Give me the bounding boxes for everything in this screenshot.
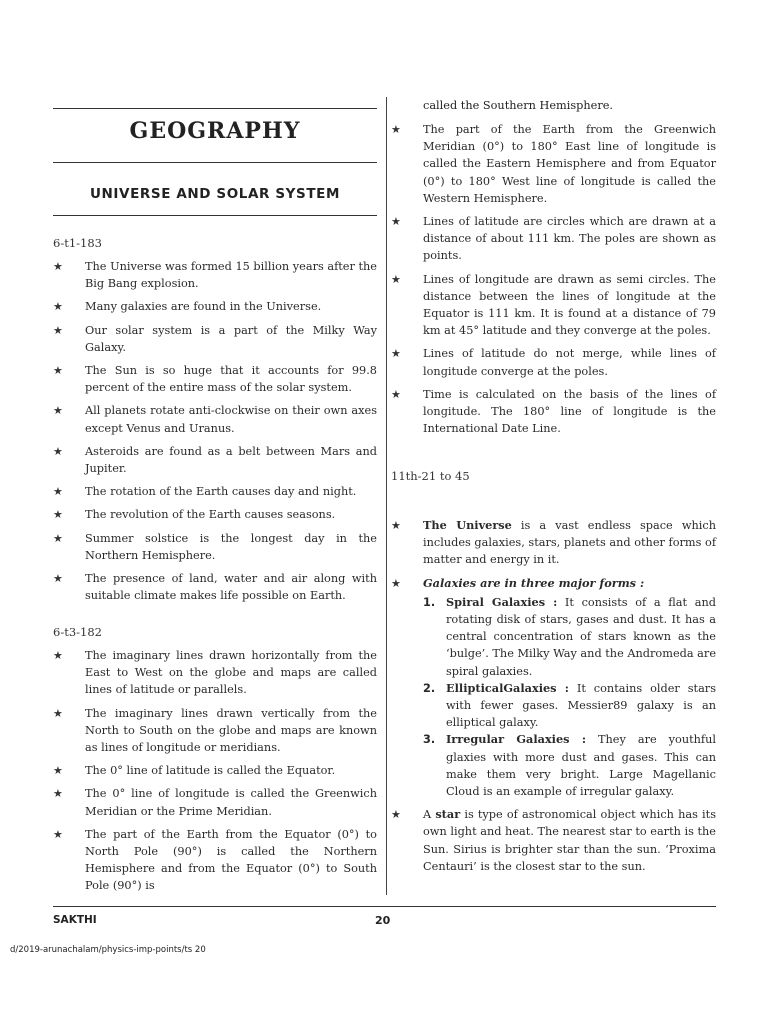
galaxy-forms-list xyxy=(392,594,716,800)
star-item xyxy=(391,806,716,875)
list-item-text: Lines of latitude do not merge, while lines of longitude converge at the poles. xyxy=(423,347,716,378)
list-item xyxy=(53,785,377,819)
star-bullet-icon: ★ xyxy=(53,572,63,586)
list-item xyxy=(391,213,716,265)
star-bullet-icon: ★ xyxy=(53,764,63,778)
list-item-text: The imaginary lines drawn horizontally from the East to West on the globe and maps are called lines of latitude or parallels. xyxy=(85,649,377,697)
star-bullet-icon: ★ xyxy=(53,404,63,418)
galaxy-form-term: Irregular Galaxies : xyxy=(446,732,587,747)
right-bullet-list-1 xyxy=(391,121,716,443)
galaxy-form-text: They are youthful glaxies with more dust and gases. This can make them very bright. Large Magellanic Cloud is an example of irregular galaxy. xyxy=(446,733,716,799)
list-item xyxy=(391,271,716,340)
list-item xyxy=(53,705,377,757)
star-bullet-icon: ★ xyxy=(391,272,401,286)
galaxy-form-term: EllipticalGalaxies : xyxy=(446,680,569,695)
galaxy-form-number: 3. xyxy=(423,733,436,747)
universe-item xyxy=(391,517,716,569)
section-title-rule xyxy=(53,215,377,216)
list-item xyxy=(53,570,377,604)
list-item-text: The part of the Earth from the Greenwich Meridian (0°) to 180° East line of longitude is called the Eastern Hemisphere and from Equator (0°) to 180° West line of longitude is called the Western Hemisphere. xyxy=(423,123,716,205)
right-continuation-wrap xyxy=(391,97,716,114)
list-item-text: The rotation of the Earth causes day and night. xyxy=(85,485,357,499)
star-bullet-icon: ★ xyxy=(53,485,63,499)
list-item-text: The part of the Earth from the Equator (0°) to North Pole (90°) is called the Northern Hemisphere and from the Equator (0°) to South Pole (90°) is xyxy=(85,827,377,893)
page-number: 20 xyxy=(375,914,391,927)
left-bullet-list-1 xyxy=(53,258,377,610)
footer-rule xyxy=(53,906,716,907)
star-bullet-icon: ★ xyxy=(53,323,63,337)
column-divider xyxy=(386,97,387,895)
list-item xyxy=(53,530,377,564)
star-term: star xyxy=(435,807,461,822)
list-item-text: The presence of land, water and air along with suitable climate makes life possible on Earth. xyxy=(85,572,377,603)
list-item-text: The Universe was formed 15 billion years after the Big Bang explosion. xyxy=(85,260,377,291)
list-item xyxy=(53,258,377,292)
file-path: d/2019-arunachalam/physics-imp-points/ts 20 xyxy=(10,945,206,955)
star-bullet-icon: ★ xyxy=(53,364,63,378)
star-bullet-icon: ★ xyxy=(53,260,63,273)
list-item xyxy=(53,322,377,356)
list-item-text: Lines of longitude are drawn as semi circles. The distance between the lines of longitude at the Equator is 111 km. It is found at a distance of 79 km at 45° latitude and they converge at the poles. xyxy=(423,272,716,338)
right-bullet-list-2 xyxy=(391,517,716,881)
footer-publisher: SAKTHI xyxy=(53,914,97,926)
star-bullet-icon: ★ xyxy=(391,123,401,136)
list-item xyxy=(391,121,716,207)
galaxy-form-text: It contains older stars with fewer gases. Messier89 galaxy is an elliptical galaxy. xyxy=(446,681,717,730)
list-item-text: All planets rotate anti-clockwise on their own axes except Venus and Uranus. xyxy=(85,404,377,435)
list-item xyxy=(391,386,716,438)
galaxy-form-number: 1. xyxy=(423,595,436,609)
star-bullet-icon: ★ xyxy=(53,300,63,314)
list-item xyxy=(53,762,377,779)
star-bullet-icon: ★ xyxy=(53,531,63,545)
star-text: is type of astronomical object which has its own light and heat. The nearest star to earth is the Sun. Sirius is brighter star than the sun. ‘Proxima Centauri’ is the closest star to the sun. xyxy=(423,808,716,873)
galaxy-form-number: 2. xyxy=(423,681,436,695)
galaxy-form-item xyxy=(392,594,716,680)
list-item-text: The Sun is so huge that it accounts for 99.8 percent of the entire mass of the solar system. xyxy=(85,364,377,395)
list-item xyxy=(53,362,377,396)
galaxy-form-item xyxy=(392,680,716,732)
galaxy-form-text: It consists of a flat and rotating disk of stars, gases and dust. It has a central concentration of stars known as the ‘bulge’. The Milky Way and the Andromeda are spiral galaxies. xyxy=(446,595,717,678)
reference-label-2: 6-t3-182 xyxy=(53,625,102,639)
list-item xyxy=(53,402,377,436)
list-item xyxy=(53,483,377,500)
list-item xyxy=(53,826,377,895)
star-bullet-icon: ★ xyxy=(391,808,401,822)
star-bullet-icon: ★ xyxy=(53,444,63,458)
star-bullet-icon: ★ xyxy=(53,706,63,720)
list-item xyxy=(53,647,377,699)
star-bullet-icon: ★ xyxy=(53,508,63,522)
star-bullet-icon: ★ xyxy=(391,519,401,532)
galaxy-form-item xyxy=(392,731,716,800)
left-bullet-list-2 xyxy=(53,647,377,901)
list-item-text: Many galaxies are found in the Universe. xyxy=(85,300,322,314)
page-title: GEOGRAPHY xyxy=(129,118,301,144)
star-bullet-icon: ★ xyxy=(53,649,63,662)
galaxies-heading: Galaxies are in three major forms : xyxy=(423,575,645,590)
list-item-text: The 0° line of longitude is called the Greenwich Meridian or the Prime Meridian. xyxy=(85,787,377,818)
reference-label-3: 11th-21 to 45 xyxy=(391,469,470,483)
section-title: UNIVERSE AND SOLAR SYSTEM xyxy=(89,186,341,202)
list-item xyxy=(53,298,377,315)
list-item xyxy=(53,506,377,523)
star-bullet-icon: ★ xyxy=(391,215,401,229)
galaxies-item xyxy=(391,575,716,801)
star-bullet-icon: ★ xyxy=(391,387,401,401)
right-continuation-text: called the Southern Hemisphere. xyxy=(423,99,614,112)
star-bullet-icon: ★ xyxy=(53,827,63,841)
reference-label-1: 6-t1-183 xyxy=(53,236,102,250)
list-item-text: Lines of latitude are circles which are drawn at a distance of about 111 km. The poles are shown as points. xyxy=(423,215,716,263)
list-item-text: The 0° line of latitude is called the Equator. xyxy=(85,764,336,778)
title-top-rule xyxy=(53,108,377,109)
galaxy-form-term: Spiral Galaxies : xyxy=(446,594,558,609)
list-item-text: The imaginary lines drawn vertically from the North to South on the globe and maps are known as lines of longitude or meridians. xyxy=(85,706,377,755)
title-bottom-rule xyxy=(53,162,377,163)
list-item-text: Our solar system is a part of the Milky Way Galaxy. xyxy=(85,323,377,354)
list-item-text: Summer solstice is the longest day in the Northern Hemisphere. xyxy=(85,531,377,562)
star-prefix: A xyxy=(423,808,436,822)
list-item-text: Time is calculated on the basis of the lines of longitude. The 180° line of longitude is the International Date Line. xyxy=(423,387,716,436)
star-bullet-icon: ★ xyxy=(391,576,401,590)
list-item xyxy=(53,443,377,477)
star-bullet-icon: ★ xyxy=(391,347,401,361)
star-bullet-icon: ★ xyxy=(53,787,63,801)
list-item-text: Asteroids are found as a belt between Mars and Jupiter. xyxy=(85,444,377,476)
list-item-text: The revolution of the Earth causes seasons. xyxy=(85,508,336,522)
list-item xyxy=(391,345,716,379)
universe-term: The Universe xyxy=(423,518,512,532)
universe-text: is a vast endless space which includes galaxies, stars, planets and other forms of matter and energy in it. xyxy=(423,519,716,567)
